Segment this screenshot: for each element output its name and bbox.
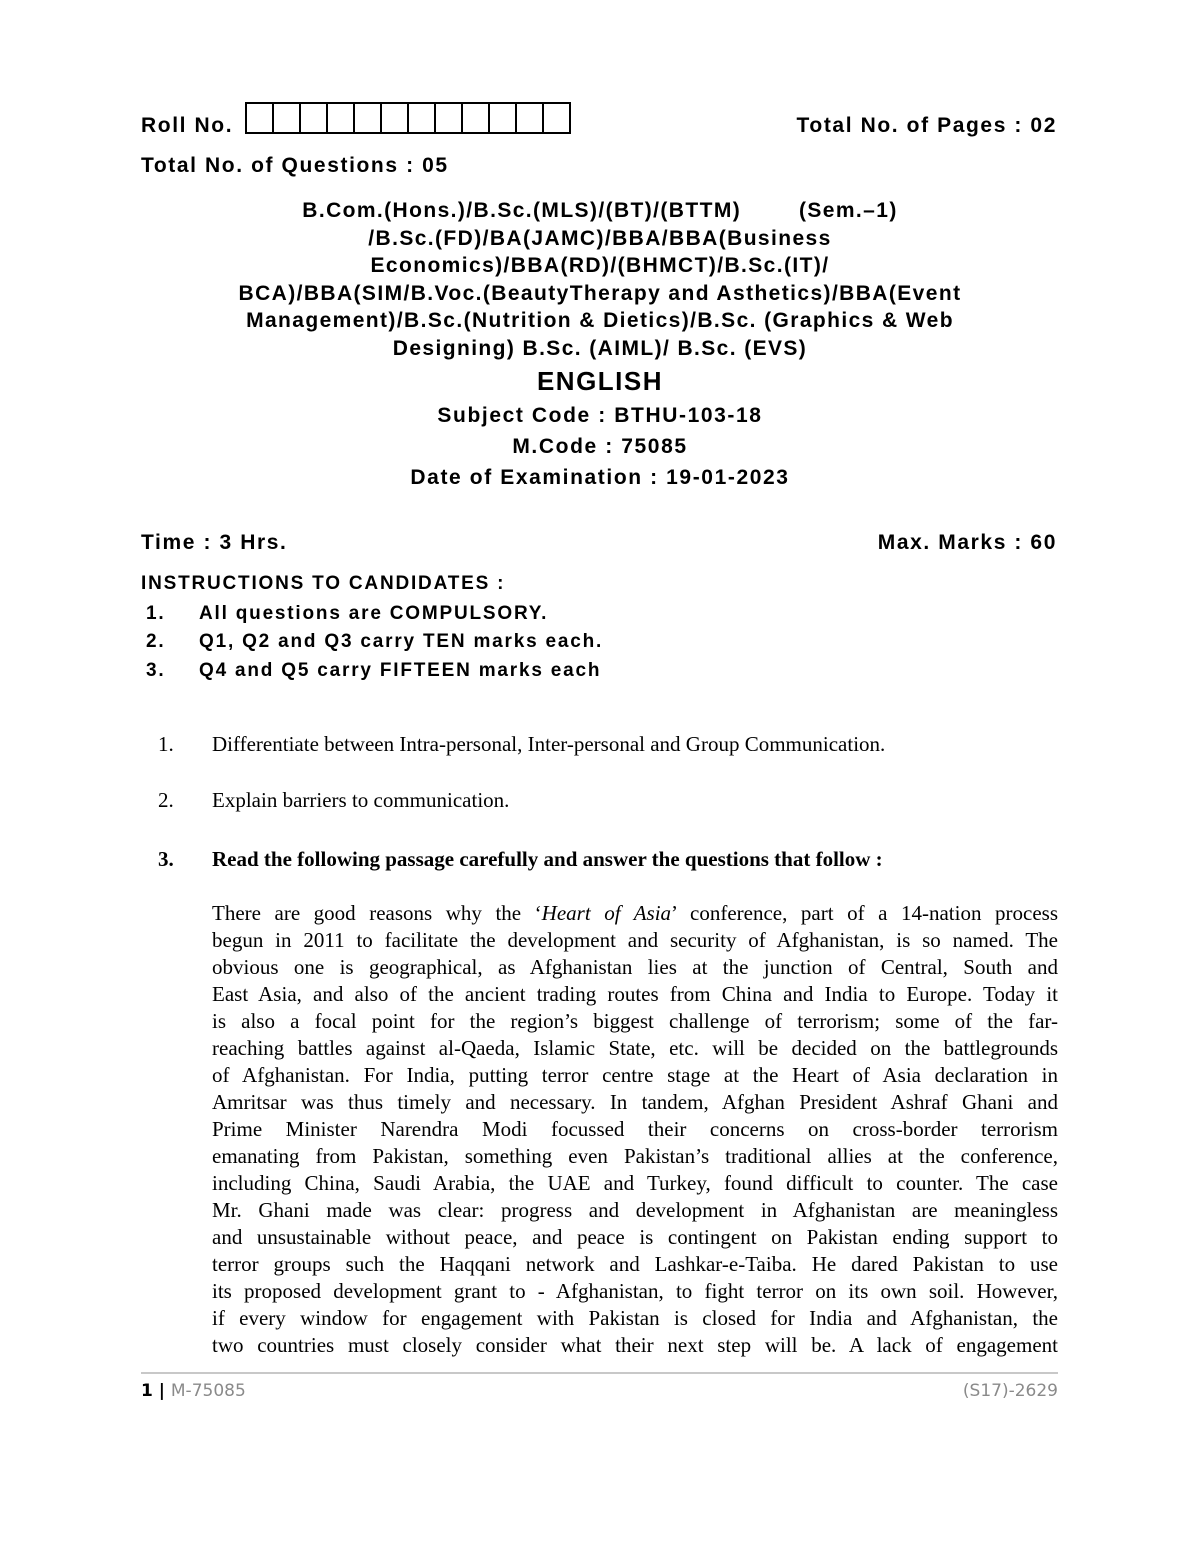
- instruction-number: 3.: [146, 660, 166, 681]
- question-text: Explain barriers to communication.: [212, 788, 510, 812]
- roll-number-box[interactable]: [409, 102, 436, 134]
- footer-page-info: [141, 1380, 246, 1402]
- roll-number-box[interactable]: [544, 102, 571, 134]
- course-line: B.Com.(Hons.)/B.Sc.(MLS)/(BT)/(BTTM) (Sem.–1): [302, 199, 898, 222]
- conference-name: Heart of Asia: [541, 901, 672, 925]
- passage-line: Mr. Ghani made was clear: progress and development in Afghanistan are meaningless: [212, 1198, 1058, 1222]
- instruction-text: Q4 and Q5 carry FIFTEEN marks each: [199, 660, 602, 681]
- exam-time: Time : 3 Hrs.: [141, 531, 288, 554]
- course-line: Management)/B.Sc.(Nutrition & Dietics)/B.Sc. (Graphics & Web: [246, 309, 954, 332]
- footer-paper-code: (S17)-2629: [962, 1381, 1058, 1401]
- subject-code: Subject Code : BTHU-103-18: [437, 404, 763, 427]
- course-line: Designing) B.Sc. (AIML)/ B.Sc. (EVS): [392, 336, 808, 360]
- roll-number-box[interactable]: [382, 102, 409, 134]
- roll-number-box[interactable]: [328, 102, 355, 134]
- passage-line: is also a focal point for the region’s biggest challenge of terrorism; some of the far-: [212, 1009, 1058, 1033]
- passage-line: East Asia, and also of the ancient trading routes from China and India to Europe. Today it: [212, 982, 1058, 1006]
- instruction-number: 2.: [146, 631, 166, 652]
- footer-m-code: M-75085: [170, 1381, 246, 1401]
- roll-number-box[interactable]: [247, 102, 274, 134]
- passage-line: emanating from Pakistan, something even Pakistan’s traditional allies at the conference,: [212, 1144, 1058, 1168]
- course-line: Economics)/BBA(RD)/(BHMCT)/B.Sc.(IT)/: [370, 254, 830, 277]
- course-line: /B.Sc.(FD)/BA(JAMC)/BBA/BBA(Business: [368, 226, 832, 250]
- total-questions: Total No. of Questions : 05: [141, 154, 449, 177]
- passage-line: reaching battles against al-Qaeda, Islamic State, etc. will be decided on the battlegrounds: [212, 1036, 1058, 1060]
- question-number: 1.: [158, 732, 174, 756]
- passage-line: of Afghanistan. For India, putting terror centre stage at the Heart of Asia declaration in: [212, 1063, 1058, 1087]
- question-2: [158, 786, 509, 814]
- instructions-title: INSTRUCTIONS TO CANDIDATES :: [141, 573, 506, 594]
- reading-passage: [212, 900, 1058, 1359]
- roll-number-box[interactable]: [355, 102, 382, 134]
- total-pages: Total No. of Pages : 02: [796, 114, 1057, 137]
- roll-row: [141, 104, 1057, 140]
- roll-number-box[interactable]: [463, 102, 490, 134]
- question-number: 2.: [158, 788, 174, 812]
- roll-number-box[interactable]: [301, 102, 328, 134]
- course-list: [160, 197, 1040, 362]
- instruction-item: [146, 628, 603, 656]
- question-text: Read the following passage carefully and answer the questions that follow :: [212, 847, 883, 871]
- instruction-text: Q1, Q2 and Q3 carry TEN marks each.: [199, 631, 604, 652]
- instruction-text: All questions are COMPULSORY.: [199, 603, 549, 624]
- roll-number-box[interactable]: [274, 102, 301, 134]
- question-text: Differentiate between Intra-personal, Inter-personal and Group Communication.: [212, 732, 886, 756]
- time-marks-row: [141, 529, 1057, 557]
- question-number: 3.: [158, 847, 174, 871]
- passage-line: Prime Minister Narendra Modi focussed their concerns on cross-border terrorism: [212, 1117, 1058, 1141]
- roll-number-box[interactable]: [436, 102, 463, 134]
- passage-line: obvious one is geographical, as Afghanistan lies at the junction of Central, South and: [212, 955, 1058, 979]
- instruction-number: 1.: [146, 603, 166, 624]
- passage-line: Amritsar was thus timely and necessary. In tandem, Afghan President Ashraf Ghani and: [212, 1090, 1058, 1114]
- roll-number-box[interactable]: [517, 102, 544, 134]
- course-line: BCA)/BBA(SIM/B.Voc.(BeautyTherapy and Asthetics)/BBA(Event: [238, 281, 962, 305]
- passage-line: and unsustainable without peace, and peace is contingent on Pakistan ending support to: [212, 1225, 1058, 1249]
- passage-line: including China, Saudi Arabia, the UAE and Turkey, found difficult to counter. The case: [212, 1171, 1058, 1195]
- question-3: [158, 845, 883, 873]
- roll-number-label: Roll No.: [141, 114, 234, 137]
- passage-line: begun in 2011 to facilitate the development and security of Afghanistan, is so named. The: [212, 928, 1058, 952]
- footer-separator: |: [152, 1381, 171, 1401]
- roll-number-box[interactable]: [490, 102, 517, 134]
- exam-date: Date of Examination : 19-01-2023: [410, 466, 790, 489]
- passage-line: if every window for engagement with Pakistan is closed for India and Afghanistan, the: [212, 1306, 1058, 1330]
- page-number: 1: [141, 1381, 153, 1401]
- passage-line: its proposed development grant to - Afghanistan, to fight terror on its own soil. However,: [212, 1279, 1058, 1303]
- footer-divider: [141, 1372, 1058, 1374]
- m-code: M.Code : 75085: [512, 435, 688, 458]
- passage-line: There are good reasons why the ‘Heart of Asia’ conference, part of a 14-nation process: [212, 901, 1058, 925]
- passage-line: two countries must closely consider what their next step will be. A lack of engagement: [212, 1333, 1058, 1357]
- roll-number-boxes: [245, 102, 571, 134]
- passage-line: terror groups such the Haqqani network and Lashkar-e-Taiba. He dared Pakistan to use: [212, 1252, 1058, 1276]
- question-1: [158, 730, 885, 758]
- max-marks: Max. Marks : 60: [877, 531, 1057, 554]
- instruction-item: [146, 600, 548, 628]
- subject-title: ENGLISH: [536, 366, 664, 396]
- instruction-item: [146, 657, 601, 685]
